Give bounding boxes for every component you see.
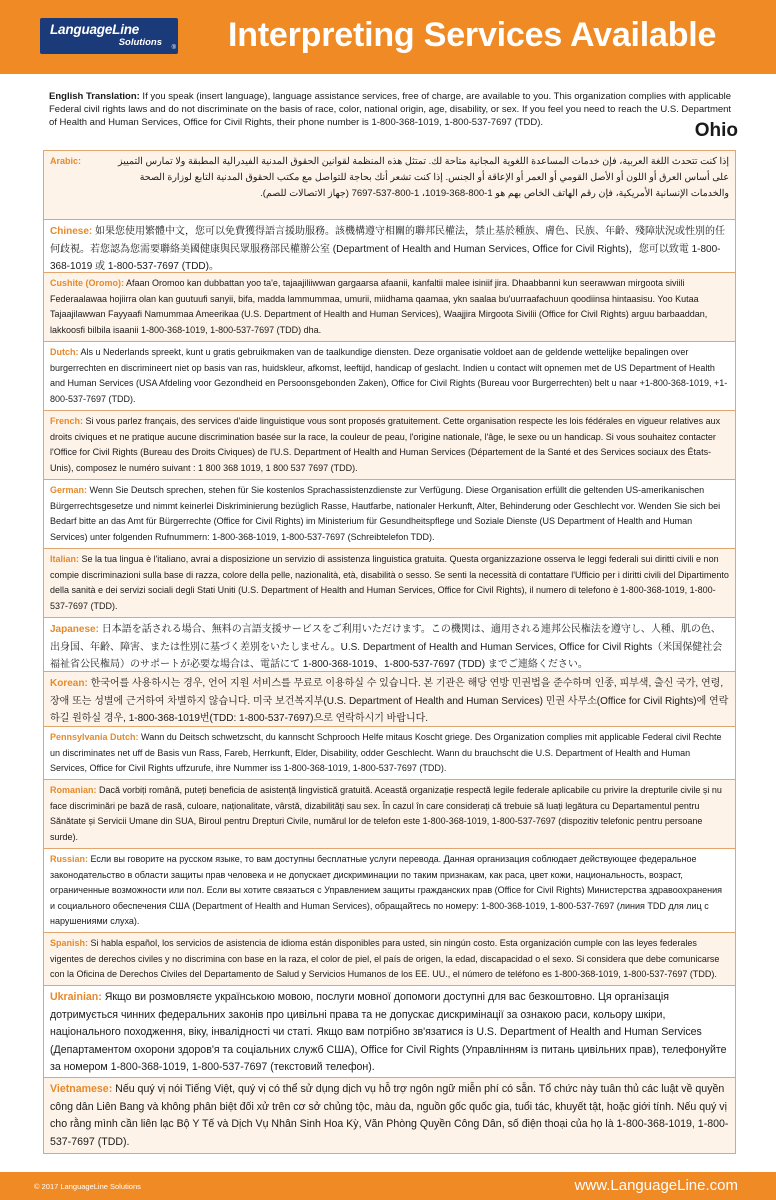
language-label: Japanese: bbox=[50, 624, 99, 635]
language-label: Romanian: bbox=[50, 785, 97, 795]
languageline-logo bbox=[40, 18, 178, 54]
website-link[interactable]: www.LanguageLine.com bbox=[574, 1177, 738, 1194]
state-name: Ohio bbox=[694, 120, 738, 141]
logo-line2: Solutions bbox=[118, 37, 162, 48]
language-label: Cushite (Oromo): bbox=[50, 278, 124, 288]
language-label: Chinese: bbox=[50, 226, 93, 237]
language-text: Если вы говорите на русском языке, то вам доступны бесплатные услуги перевода. Данная организация соблюдает действующее федеральное законодательство в области защиты прав человека и не допускает дискриминации по таким признакам, как раса, цвет кожи, национальность, возраст, ограниченные возможности или пол. Если вы хотите связаться с Управлением защиты гражданских прав (Office for Civil Rights) Министерства здравоохранения и социального обеспечения США (Department of Health and Human Services), обращайтесь по номеру: 1-800-368-1019, 1-800-537-7697 (линия TDD для лиц с нарушениями слуха). bbox=[50, 854, 722, 926]
language-row-vietnamese bbox=[44, 1077, 735, 1153]
language-text: 日本語を話される場合、無料の言語支援サービスをご利用いただけます。この機関は、適用される連邦公民権法を遵守し、人種、肌の色、出身国、年齢、障害、または性別に基づく差別をいたしません。U.S. Department of Health and Human Services, Office for Civil Rights（米国保健社会福祉省公民権局）のサポートが必要な場合は、電話にて 1-800-368-1019、1-800-537-7697 (TDD) までご連絡ください。 bbox=[50, 624, 723, 670]
language-row-dutch bbox=[44, 341, 735, 410]
language-row-french bbox=[44, 410, 735, 479]
copyright: © 2017 LanguageLine Solutions bbox=[34, 1182, 141, 1191]
language-row-pennsylvania-dutch bbox=[44, 726, 735, 779]
logo-registered-mark: ® bbox=[171, 45, 176, 51]
language-text: Si vous parlez français, des services d'aide linguistique vous sont proposés gratuitement. Cette organisation respecte les lois fédérales en vigueur relatives aux droits civiques et ne pratique aucune discrimination basée sur la race, la couleur de peau, l'origine nationale, l'âge, le sexe ou un handicap. Si vous souhaitez contacter l'Office for Civil Rights (Bureau des Droits Civiques) de l'U.S. Department of Health and Human Services (Département de la Santé et des Services sociaux des États-Unis), composez le numéro suivant : 1 800 368 1019, 1 800 537 7697 (TDD). bbox=[50, 416, 721, 473]
language-text: 如果您使用繁體中文，您可以免費獲得語言援助服務。該機構遵守相關的聯邦民權法，禁止基於種族、膚色、民族、年齡、殘障狀況或性別的任何歧視。若您認為您需要聯絡美國健康與民眾服務部民權辦公室 (Department of Health and Human Services, Office for Civil Rights)，您可以致電 1-800-368-1019 或 1-800-537-7697 (TDD)。 bbox=[50, 226, 726, 272]
language-label: Russian: bbox=[50, 854, 89, 864]
language-row-german bbox=[44, 479, 735, 548]
language-label: Italian: bbox=[50, 554, 80, 564]
language-text: Als u Nederlands spreekt, kunt u gratis gebruikmaken van de taalkundige diensten. Deze organisatie voldoet aan de geldende wettelijke bepalingen over burgerrechten en discrimineert niet op basis van ras, huidskleur, afkomst, leeftijd, handicap of geslacht. Indien u contact wilt opnemen met de US Department of Health and Human Services (USA Afdeling voor Gezondheid en Persoonsgebonden Zaken), Office for Civil Rights (Bureau voor Burgerrechten) belt u naar +1-800-368-1019, +1-800-537-7697 (TDD). bbox=[50, 347, 728, 404]
language-text: Wenn Sie Deutsch sprechen, stehen für Sie kostenlos Sprachassistenzdienste zur Verfügung. Diese Organisation erfüllt die geltenden US-amerikanischen Bürgerrechtsgesetze und nimmt keinerlei Diskriminierung bezüglich Rasse, Hautfarbe, nationaler Herkunft, Alter, Behinderung oder Geschlecht vor. Wenden Sie sich bei Bedarf bitte an das Amt für Bürgerrechte (Office for Civil Rights) im Ministerium für Gesundheitspflege und Soziale Dienste (US Department of Health and Human Services) unter folgenden Rufnummern: 1-800-368-1019, 1-800-537-7697 (Schreibtelefon TDD). bbox=[50, 485, 721, 542]
english-translation-text: If you speak (insert language), language assistance services, free of charge, are available to you. This organization complies with applicable Federal civil rights laws and do not discriminate on the basis of race, color, national origin, age, disability, or sex. If you feel you need to reach the U.S. Department of Health and Human Services, Office for Civil Rights, their phone number is 1-800-368-1019, 1-800-537-7697 (TDD). bbox=[49, 91, 732, 128]
language-label: French: bbox=[50, 416, 84, 426]
english-translation-label: English Translation: bbox=[49, 91, 140, 102]
language-label: Spanish: bbox=[50, 938, 89, 948]
language-label: Ukrainian: bbox=[50, 991, 102, 1003]
language-text: Якщо ви розмовляєте українською мовою, послуги мовної допомоги доступні для вас безкоштовно. Ця організація дотримується чинних федеральних законів про цивільні права та не допускає дискримінації за ознакою раси, кольору шкіри, національного походження, віку, інвалідності чи статі. Якщо вам потрібно зв'язатися із U.S. Department of Health and Human Services (Департаментом охорони здоров'я та соціальних служб США), Office for Civil Rights (Управлінням із питань цивільних прав), телефонуйте за номером 1-800-368-1019, 1-800-537-7697 (текстовий телефон). bbox=[50, 991, 727, 1073]
language-label: Arabic: bbox=[50, 156, 82, 166]
language-row-ukrainian bbox=[44, 985, 735, 1077]
language-label: Dutch: bbox=[50, 347, 79, 357]
language-text: 한국어를 사용하시는 경우, 언어 지원 서비스를 무료로 이용하실 수 있습니다. 본 기관은 해당 연방 민권법을 준수하며 인종, 피부색, 출신 국가, 연령, 장애 또는 성별에 근거하여 차별하지 않습니다. 미국 보건복지부(U.S. Department of Health and Human Services) 민권 사무소(Office for Civil Rights)에 연락하길 원하실 경우, 1-800-368-1019번(TDD: 1-800-537-7697)으로 연락하시기 바랍니다. bbox=[50, 678, 729, 724]
english-translation bbox=[49, 90, 739, 129]
language-label: Korean: bbox=[50, 678, 88, 689]
language-row-chinese bbox=[44, 219, 735, 272]
language-label: German: bbox=[50, 485, 88, 495]
language-text: Se la tua lingua è l'italiano, avrai a disposizione un servizio di assistenza linguistica gratuita. Questa organizzazione osserva le leggi federali sui diritti civili e non compie discriminazioni sulla base di razza, colore della pelle, nazionalità, età, disabilità o sesso. Se senti la necessità di contattare l'Ufficio per i diritti civili del Dipartimento della sanità e dei servizi sociali degli Stati Uniti (U.S. Department of Health and Human Services, Office for Civil Rights), il numero di telefono è 1-800-368-1019, 1-800-537-7697 (TDD). bbox=[50, 554, 729, 611]
language-table bbox=[43, 150, 736, 1154]
language-row-spanish bbox=[44, 932, 735, 985]
header-banner bbox=[0, 0, 776, 74]
language-label: Pennsylvania Dutch: bbox=[50, 732, 139, 742]
language-row-italian bbox=[44, 548, 735, 617]
logo-line1: LanguageLine bbox=[50, 22, 140, 37]
language-text: Si habla español, los servicios de asistencia de idioma están disponibles para usted, sin ningún costo. Esta organización cumple con las leyes federales vigentes de derechos civiles y no discrimina con base en la raza, el color de piel, el país de origen, la edad, discapacidad o el sexo. Si considera que debe comunicarse con la Oficina de Derechos Civiles del Departamento de Salud y Servicios Humanos de los EE. UU., el número de teléfono es 1-800-368-1019, 1-800-537-7697 (TDD). bbox=[50, 938, 720, 979]
language-text: Afaan Oromoo kan dubbattan yoo ta'e, tajaajiliiwwan gargaarsa afaanii, kanfaltii malee isiniif jira. Dhaabbanni kun seerawwan mirgoota siviili Federaalawaa hojiirra olan kan guutuufi sanyii, bifa, madda lammummaa, umurii, miidhama qaamaa, ykn saalaa bu'uurraafachuun qoodiinsa hintaasisu. Yoo Kutaa Tajaajilawwan Fayyaafi Namummaa Ameerikaa (U.S. Department of Health and Human Services), Waajjira Mirgoota Sivilii (Office for Civil Rights) arguu barbaaddan, lakkoosfi bilbila isaanii 1-800-368-1019, 1-800-537-7697 (TDD) dha. bbox=[50, 278, 708, 335]
language-row-russian bbox=[44, 848, 735, 932]
language-row-oromo bbox=[44, 272, 735, 341]
language-text: Nếu quý vị nói Tiếng Việt, quý vị có thể sử dụng dịch vụ hỗ trợ ngôn ngữ miễn phí có sẵn. Tổ chức này tuân thủ các luật về quyền công dân Liên Bang và không phân biệt đối xử trên cơ sở chủng tộc, màu da, nguồn gốc quốc gia, tuổi tác, khuyết tật, hoặc giới tính. Nếu quý vị cho rằng mình cần liên lạc Bộ Y Tế và Dịch Vụ Nhân Sinh Hoa Kỳ, Văn Phòng Quyền Công Dân, số điện thoại của họ là 1-800-368-1019, 1-800-537-7697 (TDD). bbox=[50, 1083, 729, 1148]
language-row-japanese bbox=[44, 617, 735, 671]
language-text: Wann du Deitsch schwetzscht, du kannscht Schprooch Helfe mitaus Koscht griege. Des Organization complies mit applicable Federal civil Rechte un discriminates net uff de Basis vun Rass, Fareb, Herrkunft, Elder, Disability, odder Geschlecht. Wann du brauchscht die U.S. Department of Health and Human Services, Office for Civil Rights uffzurufe, ihre Nummer iss 1-800-368-1019, 1-800-537-7697 (TDD). bbox=[50, 732, 722, 773]
language-row-romanian bbox=[44, 779, 735, 848]
language-row-korean bbox=[44, 671, 735, 726]
language-text: Dacă vorbiți română, puteți beneficia de asistență lingvistică gratuită. Această organizație respectă legile federale aplicabile cu privire la drepturile civile și nu face discriminări pe bază de rasă, culoare, naționalitate, vârstă, dizabilități sau sex. În cazul în care considerați că trebuie să luați legătura cu Departamentul pentru Sănătate și Servicii Umane din SUA, Biroul pentru Drepturi Civile, numărul lor de telefon este 1-800-368-1019, 1-800-537-7697 (dispozitiv telefonic pentru persoane surde). bbox=[50, 785, 722, 842]
language-row-arabic bbox=[44, 151, 735, 219]
footer-banner bbox=[0, 1172, 776, 1200]
language-text: إذا كنت تتحدث اللغة العربية، فإن خدمات المساعدة اللغوية المجانية متاحة لك. تمتثل هذه المنظمة لقوانين الحقوق المدنية الفيدرالية المطبقة ولا تمارس التمييز على أساس العرق أو اللون أو الأصل القومي أو العمر أو الإعاقة أو الجنس. إذا كنت تشعر أنك بحاجة للتواصل مع مكتب الحقوق المدنية التابع لوزارة الصحة والخدمات الإنسانية الأمريكية، فإن رقم الهاتف الخاص بهم هو 1-800-368-1019، 1-800-537-7697 (جهاز الاتصالات للصم). bbox=[117, 156, 729, 199]
language-label: Vietnamese: bbox=[50, 1083, 113, 1095]
page-title: Interpreting Services Available bbox=[228, 16, 717, 54]
